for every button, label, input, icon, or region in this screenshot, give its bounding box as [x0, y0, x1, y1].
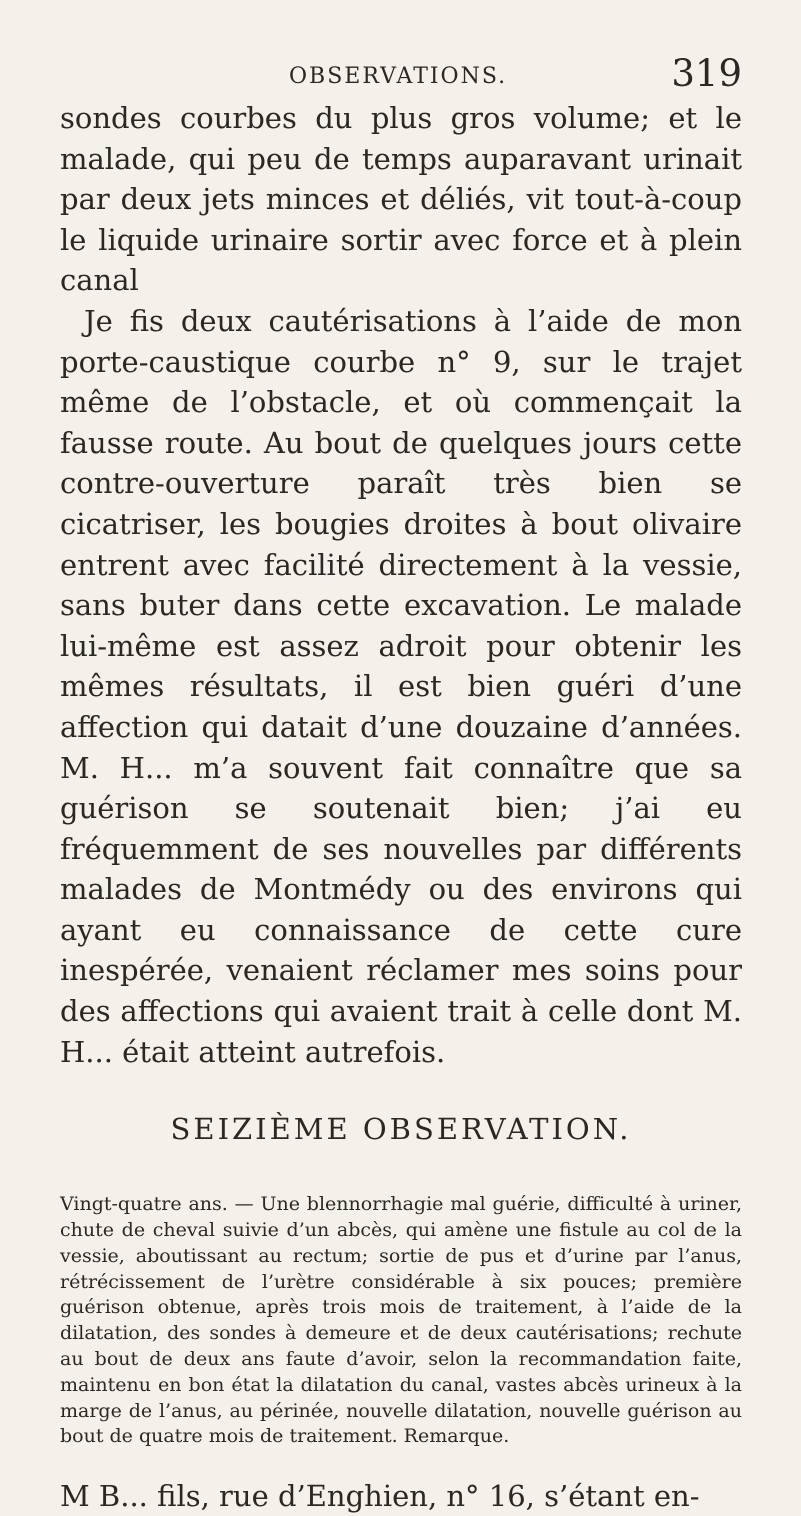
section-title: SEIZIÈME OBSERVATION. — [170, 1112, 632, 1147]
paragraph-cauterisation: Je fis deux cautérisations à l’aide de mon porte-caustique courbe n° 9, sur le trajet même de l’obstacle, et où commençait la fausse route. Au bout de quelques jours cette contre-ouverture paraît très bien se cicatriser, les bougies droites à bout olivaire entrent avec facilité directement à la vessie, sans buter dans cette excavation. Le malade lui-même est assez adroit pour obtenir les mêmes résultats, il est bien guéri d’une affection qui datait d’une douzaine d’années. M. H... m’a souvent fait connaître que sa guérison se soutenait bien; j’ai eu fréquemment de ses nouvelles par différents malades de Montmédy ou des environs qui ayant eu connaissance de cette cure inespérée, venaient réclamer mes soins pour des affections qui avaient trait à celle dont M. H... était atteint autrefois. — [60, 303, 742, 1069]
running-head — [60, 52, 742, 98]
closing-line: M B... fils, rue d’Enghien, n° 16, s’étant en- — [60, 1479, 700, 1514]
body-text — [60, 98, 742, 1072]
page-number: 319 — [671, 52, 742, 95]
book-page — [60, 52, 742, 1516]
observation-summary: Vingt-quatre ans. — Une blennorrhagie mal guérie, difficulté à uriner, chute de cheval suivie d’un abcès, qui amène une fistule au col de la vessie, aboutissant au rectum; sortie de pus et d’urine par l’anus, rétrécissement de l’urètre considérable à six pouces; première guérison obtenue, après trois mois de traitement, à l’aide de la dilatation, des sondes à demeure et de deux cautérisations; rechute au bout de deux ans faute d’avoir, selon la recommandation faite, maintenu en bon état la dilatation du canal, vastes abcès urineux à la marge de l’anus, au périnée, nouvelle dilatation, nouvelle guérison au bout de quatre mois de traitement. Remarque. — [60, 1193, 742, 1448]
running-title: OBSERVATIONS. — [289, 64, 508, 89]
paragraph-continuation: sondes courbes du plus gros volume; et le malade, qui peu de temps auparavant urinait par deux jets minces et déliés, vit tout-à-coup le liquide urinaire sortir avec force et à plein canal — [60, 101, 742, 298]
